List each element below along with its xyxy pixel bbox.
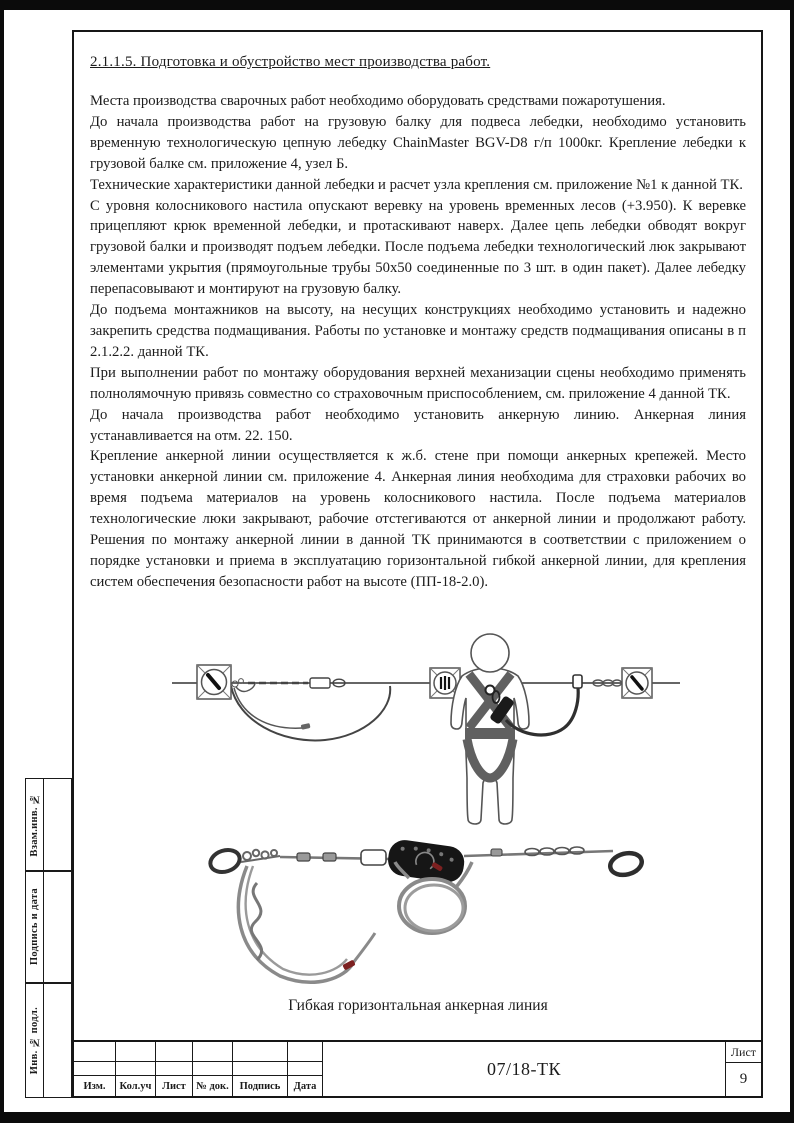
column-header-podpis: Подпись bbox=[233, 1076, 288, 1096]
title-block bbox=[72, 1040, 763, 1098]
shackle-cluster bbox=[241, 850, 280, 862]
anchor-line-photo bbox=[185, 838, 665, 996]
cable-tensioner-fittings bbox=[232, 678, 345, 692]
right-anchor-plate-icon bbox=[622, 668, 652, 698]
tensioner-device bbox=[386, 838, 466, 884]
sheet-label: Лист bbox=[726, 1042, 761, 1063]
right-carabiner-icon bbox=[608, 850, 644, 878]
scan-border-bottom bbox=[0, 1112, 794, 1123]
document-content bbox=[90, 54, 746, 593]
body-paragraph: С уровня колосникового настила опускают веревку на уровень временных лесов (+3.950). К веревке прицепляют крюк временной лебедки, и протаскивают наверх. Далее цепь лебедки обводят вокруг грузовой балки и производят подъем лебедки. После подъема лебедки технологический люк закрывают элементами укрытия (прямоугольные трубы 50х50 соединенные по 3 шт. в один пакет). Далее лебедку перепасовывают и монтируют на грузовую балку. bbox=[90, 197, 746, 298]
scan-border-right bbox=[790, 0, 794, 1123]
body-paragraph: Крепление анкерной линии осуществляется к ж.б. стене при помощи анкерных крепежей. Место установки анкерной линии см. приложение 4. Анкерная линия необходима для страховки рабочих во время подъема материалов на уровень колосникового настила. После подъема материалов технологические люки закрывают, рабочие отстегиваются от анкерной линии и продолжают работу. Решения по монтажу анкерной линии в данной ТК принимаются в соответствии с приложением о порядке установки и приема в эксплуатацию горизонтальной гибкой анкерной линии, для крепления систем обеспечения безопасности работ на высоте (ПП-18-2.0). bbox=[90, 448, 746, 590]
stamp-cell-vzam-inv bbox=[25, 778, 72, 871]
line-segments-right bbox=[464, 847, 613, 856]
stamp-label: Взам.инв. № bbox=[29, 792, 40, 857]
section-heading: 2.1.1.5. Подготовка и обустройство мест производства работ. bbox=[90, 54, 491, 70]
column-header-list: Лист bbox=[156, 1076, 193, 1096]
left-carabiner-icon bbox=[207, 846, 242, 875]
line-segments-left bbox=[280, 850, 390, 865]
document-number: 07/18-ТК bbox=[487, 1058, 561, 1079]
body-paragraph: Технические характеристики данной лебедки и расчет узла крепления см. приложение №1 к данной ТК. bbox=[90, 176, 743, 193]
anchor-line-usage-diagram bbox=[150, 628, 700, 833]
body-paragraph: При выполнении работ по монтажу оборудования верхней механизации сцены необходимо применять полнолямочную привязь совместно со страховочным приспособлением, см. приложение 4 данной ТК. bbox=[90, 364, 746, 402]
column-header-data: Дата bbox=[293, 1080, 317, 1092]
revision-table bbox=[74, 1042, 323, 1096]
stamp-cell-podpis-data bbox=[25, 871, 72, 983]
body-paragraph: Места производства сварочных работ необходимо оборудовать средствами пожаротушения. bbox=[90, 93, 666, 109]
sheet-number: 9 bbox=[739, 1071, 748, 1087]
body-paragraph: До подъема монтажников на высоту, на несущих конструкциях необходимо установить и надежно закрепить средства подмащивания. Работы по установке и монтажу средств подмащивания описаны в п 2.1.2.2. данной ТК. bbox=[90, 302, 746, 360]
slack-rope-inner bbox=[234, 688, 302, 728]
body-paragraph: До начала производства работ необходимо установить анкерную линию. Анкерная линия устанавливается на отм. 22. 150. bbox=[90, 406, 746, 444]
column-header-izm: Изм. bbox=[74, 1076, 116, 1096]
stamp-blank-field bbox=[44, 984, 71, 1097]
stamp-label: Подпись и дата bbox=[29, 888, 40, 966]
cable-traveler bbox=[573, 675, 582, 688]
scan-border-left bbox=[0, 0, 4, 1123]
left-anchor-plate-icon bbox=[197, 665, 231, 699]
column-header-dok: № док. bbox=[193, 1076, 233, 1096]
stamp-label: Инв. № подл. bbox=[29, 1006, 40, 1075]
stamp-blank-field bbox=[44, 779, 71, 870]
slack-rope-outer bbox=[231, 686, 390, 740]
stamp-cell-inv-podl bbox=[25, 983, 72, 1098]
column-header-koluch: Кол.уч bbox=[116, 1076, 156, 1096]
rope-end-fitting bbox=[301, 723, 311, 730]
stamp-blank-field bbox=[44, 872, 71, 982]
body-paragraph: До начала производства работ на грузовую балку для подвеса лебедки, необходимо установить временную технологическую цепную лебедку ChainMaster BGV-D8 г/п 1000кг. Крепление лебедки к грузовой балке см. приложение 4, узел Б. bbox=[90, 113, 746, 172]
scan-border-top bbox=[0, 0, 794, 10]
figure-caption: Гибкая горизонтальная анкерная линия bbox=[288, 997, 548, 1014]
worker-head bbox=[471, 634, 509, 672]
sheet-cell bbox=[725, 1042, 761, 1096]
